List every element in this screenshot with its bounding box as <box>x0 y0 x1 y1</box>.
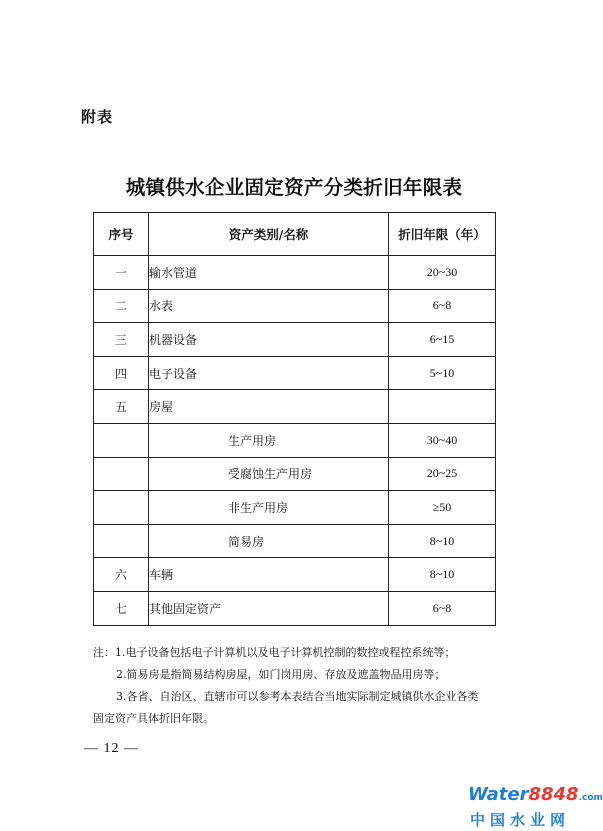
header-name: 资产类别/名称 <box>149 213 389 256</box>
row-name-cell: 非生产用房 <box>149 491 389 525</box>
row-name-cell: 生产用房 <box>149 423 389 457</box>
row-years-cell: 20~30 <box>389 256 496 290</box>
table-row <box>94 390 496 424</box>
table-row <box>94 457 496 491</box>
table-row <box>94 323 496 357</box>
table-header-row <box>94 213 496 256</box>
watermark-logo <box>466 784 603 829</box>
table-row <box>94 591 496 625</box>
row-seq-cell: 一 <box>94 256 149 290</box>
row-years-cell: 30~40 <box>389 423 496 457</box>
note-1: 注：1.电子设备包括电子计算机以及电子计算机控制的数控或程控系统等； <box>93 646 456 659</box>
table-row <box>94 558 496 592</box>
row-name-cell: 房屋 <box>149 390 389 424</box>
row-seq-cell: 七 <box>94 591 149 625</box>
watermark-cn-name: 中国水业网 <box>470 811 571 829</box>
row-seq-cell: 三 <box>94 323 149 357</box>
row-name-cell: 简易房 <box>149 524 389 558</box>
row-name-cell: 输水管道 <box>149 256 389 290</box>
row-years-cell: 6~8 <box>389 289 496 323</box>
row-name-cell: 电子设备 <box>149 356 389 390</box>
row-seq-cell: 六 <box>94 558 149 592</box>
table-row <box>94 423 496 457</box>
notes-section <box>93 642 503 730</box>
row-name-cell: 其他固定资产 <box>149 591 389 625</box>
row-years-cell: 6~8 <box>389 591 496 625</box>
row-years-cell: 8~10 <box>389 524 496 558</box>
row-seq-cell: 四 <box>94 356 149 390</box>
table-row <box>94 524 496 558</box>
row-seq-cell <box>94 423 149 457</box>
document-title: 城镇供水企业固定资产分类折旧年限表 <box>125 176 463 199</box>
watermark-brand-line <box>468 784 603 805</box>
table-row <box>94 289 496 323</box>
table-row <box>94 356 496 390</box>
note-2: 2.简易房是指简易结构房屋，如门岗用房、存放及遮盖物品用房等； <box>116 668 446 681</box>
watermark-domain: .com <box>578 793 603 803</box>
row-years-cell: 5~10 <box>389 356 496 390</box>
row-years-cell: 20~25 <box>389 457 496 491</box>
row-name-cell: 车辆 <box>149 558 389 592</box>
row-seq-cell <box>94 524 149 558</box>
watermark-brand: Water <box>468 784 529 805</box>
row-years-cell: ≥50 <box>389 491 496 525</box>
table-row <box>94 256 496 290</box>
row-years-cell <box>389 390 496 424</box>
appendix-label: 附表 <box>81 108 114 126</box>
row-years-cell: 8~10 <box>389 558 496 592</box>
note-3-line-1: 3.各省、自治区、直辖市可以参考本表结合当地实际制定城镇供水企业各类 <box>116 690 479 703</box>
row-name-cell: 水表 <box>149 289 389 323</box>
row-seq-cell: 二 <box>94 289 149 323</box>
row-seq-cell <box>94 457 149 491</box>
table-body <box>94 256 496 626</box>
note-3-line-2: 固定资产具体折旧年限。 <box>93 712 214 725</box>
row-seq-cell <box>94 491 149 525</box>
header-years: 折旧年限（年） <box>389 213 496 256</box>
row-name-cell: 受腐蚀生产用房 <box>149 457 389 491</box>
row-years-cell: 6~15 <box>389 323 496 357</box>
watermark-number: 8848 <box>528 784 579 805</box>
header-seq: 序号 <box>94 213 149 256</box>
table-row <box>94 491 496 525</box>
row-seq-cell: 五 <box>94 390 149 424</box>
row-name-cell: 机器设备 <box>149 323 389 357</box>
page-number: — 12 — <box>84 741 139 756</box>
depreciation-table <box>93 212 496 626</box>
